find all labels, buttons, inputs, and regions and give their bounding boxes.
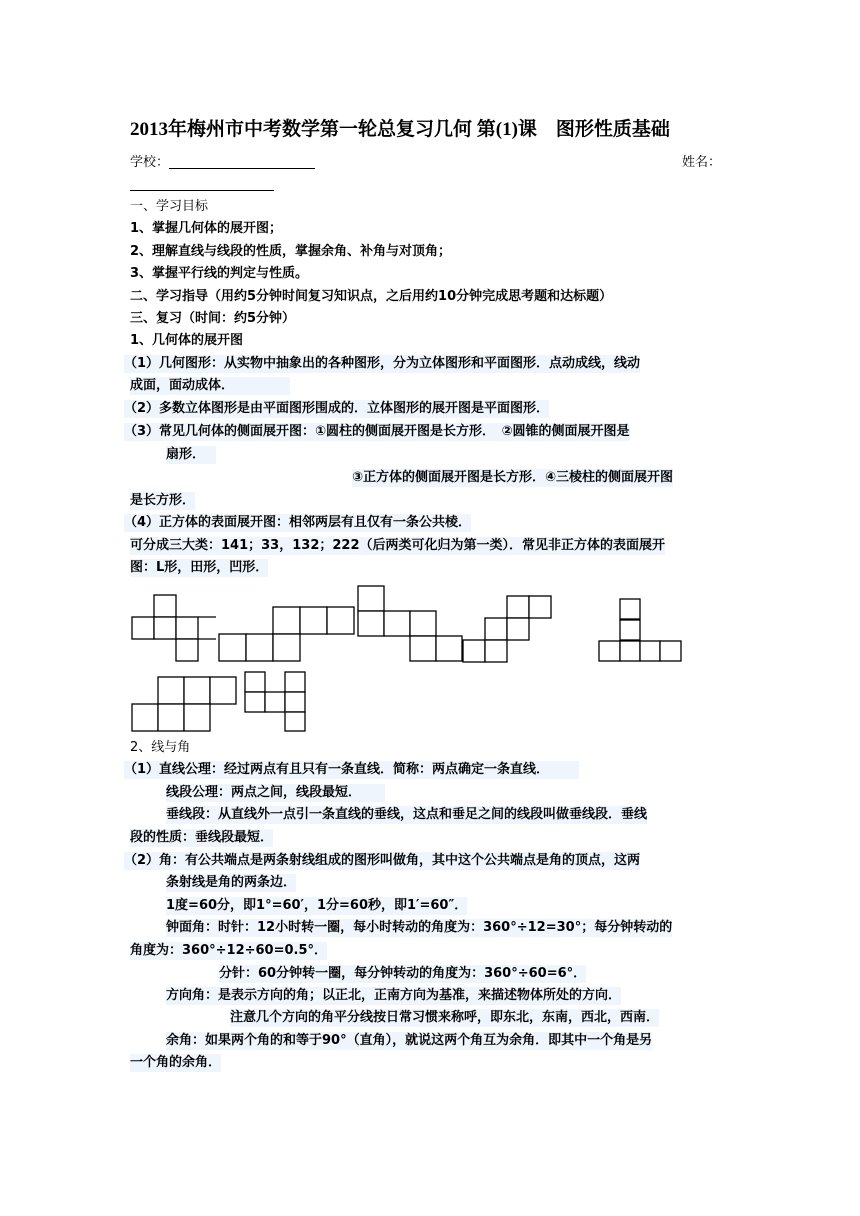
section-heading: 一、学习目标 (130, 199, 209, 214)
goal-1: 1、掌握几何体的展开图； (130, 221, 283, 236)
paragraph-line: （1）几何图形：从实物中抽象出的各种图形，分为立体图形和平面图形．点动成线，线动 (124, 356, 641, 371)
subsection-heading: 2、线与角 (130, 740, 191, 755)
paragraph-line: 图：L形，田形，凹形． (130, 560, 269, 575)
cube-net-5 (599, 599, 681, 661)
cube-net-1 (132, 595, 216, 661)
paragraph-line: （2）多数立体图形是由平面图形围成的．立体图形的展开图是平面图形． (124, 401, 550, 416)
goal-2: 2、理解直线与线段的性质，掌握余角、补角与对顶角； (130, 244, 452, 259)
cube-net-4 (463, 596, 551, 662)
section-heading: 三、复习（时间：约5分钟） (130, 311, 296, 326)
cube-net-3 (358, 586, 462, 661)
paragraph-line: 余角：如果两个角的和等于90°（直角），就说这两个角互为余角．即其中一个角是另 (166, 1033, 653, 1048)
cube-net-7 (245, 672, 305, 731)
paragraph-line: 注意几个方向的角平分线按日常习惯来称呼，即东北，东南，西北，西南． (230, 1010, 660, 1025)
paragraph-line: 一个角的余角． (130, 1055, 222, 1070)
paragraph-line: 方向角：是表示方向的角；以正北，正南方向为基准，来描述物体所处的方向． (166, 988, 622, 1003)
paragraph-line: 段的性质：垂线段最短． (130, 830, 274, 845)
cube-net-2 (219, 607, 354, 661)
goal-3: 3、掌握平行线的判定与性质。 (130, 266, 309, 281)
paragraph-line: 钟面角：时针：12小时转一圈，每小时转动的角度为：360°÷12=30°；每分钟转动的 (166, 920, 673, 935)
name-label: 姓名： (682, 155, 722, 170)
paragraph-line: （2）角：有公共端点是两条射线组成的图形叫做角，其中这个公共端点是角的顶点，这两 (124, 853, 641, 868)
paragraph-line: 分针：60分钟转一圈，每分钟转动的角度为：360°÷60=6°． (219, 966, 587, 981)
school-label: 学校： (130, 155, 170, 170)
paragraph-line: 成面，面动成体． (130, 377, 290, 395)
section-heading: 二、学习指导（用约5分钟时间复习知识点，之后用约10分钟完成思考题和达标题） (130, 289, 613, 304)
paragraph-line: 可分成三大类：141；33，132；222（后两类可化归为第一类）．常见非正方体的表面展开 (130, 538, 665, 553)
paragraph-line: ③正方体的侧面展开图是长方形．④三棱柱的侧面展开图 (352, 470, 674, 485)
paragraph-line: 条射线是角的两条边． (166, 875, 297, 890)
paragraph-line: 垂线段：从直线外一点引一条直线的垂线，这点和垂足之间的线段叫做垂线段．垂线 (166, 807, 648, 822)
paragraph-line: （4）正方体的表面展开图：相邻两层有且仅有一条公共棱． (124, 515, 472, 530)
paragraph-line: 角度为：360°÷12÷60=0.5°． (130, 943, 328, 958)
paragraph-line: 是长方形． (130, 493, 196, 508)
paragraph-line: 扇形． (166, 446, 216, 464)
paragraph-line: （3）常见几何体的侧面展开图：①圆柱的侧面展开图是长方形． ②圆锥的侧面展开图是 (124, 424, 630, 439)
page-title: 2013年梅州市中考数学第一轮总复习几何 第(1)课 图形性质基础 (130, 119, 670, 140)
paragraph-line: 1度=60分，即1°=60′，1分=60秒，即1′=60″． (166, 898, 468, 913)
paragraph-line: 线段公理：两点之间，线段最短． (166, 784, 385, 802)
cube-net-6 (132, 677, 236, 731)
paragraph-line: （1）直线公理：经过两点有且只有一条直线．简称：两点确定一条直线． (124, 761, 579, 779)
subsection-heading: 1、几何体的展开图 (130, 333, 244, 348)
